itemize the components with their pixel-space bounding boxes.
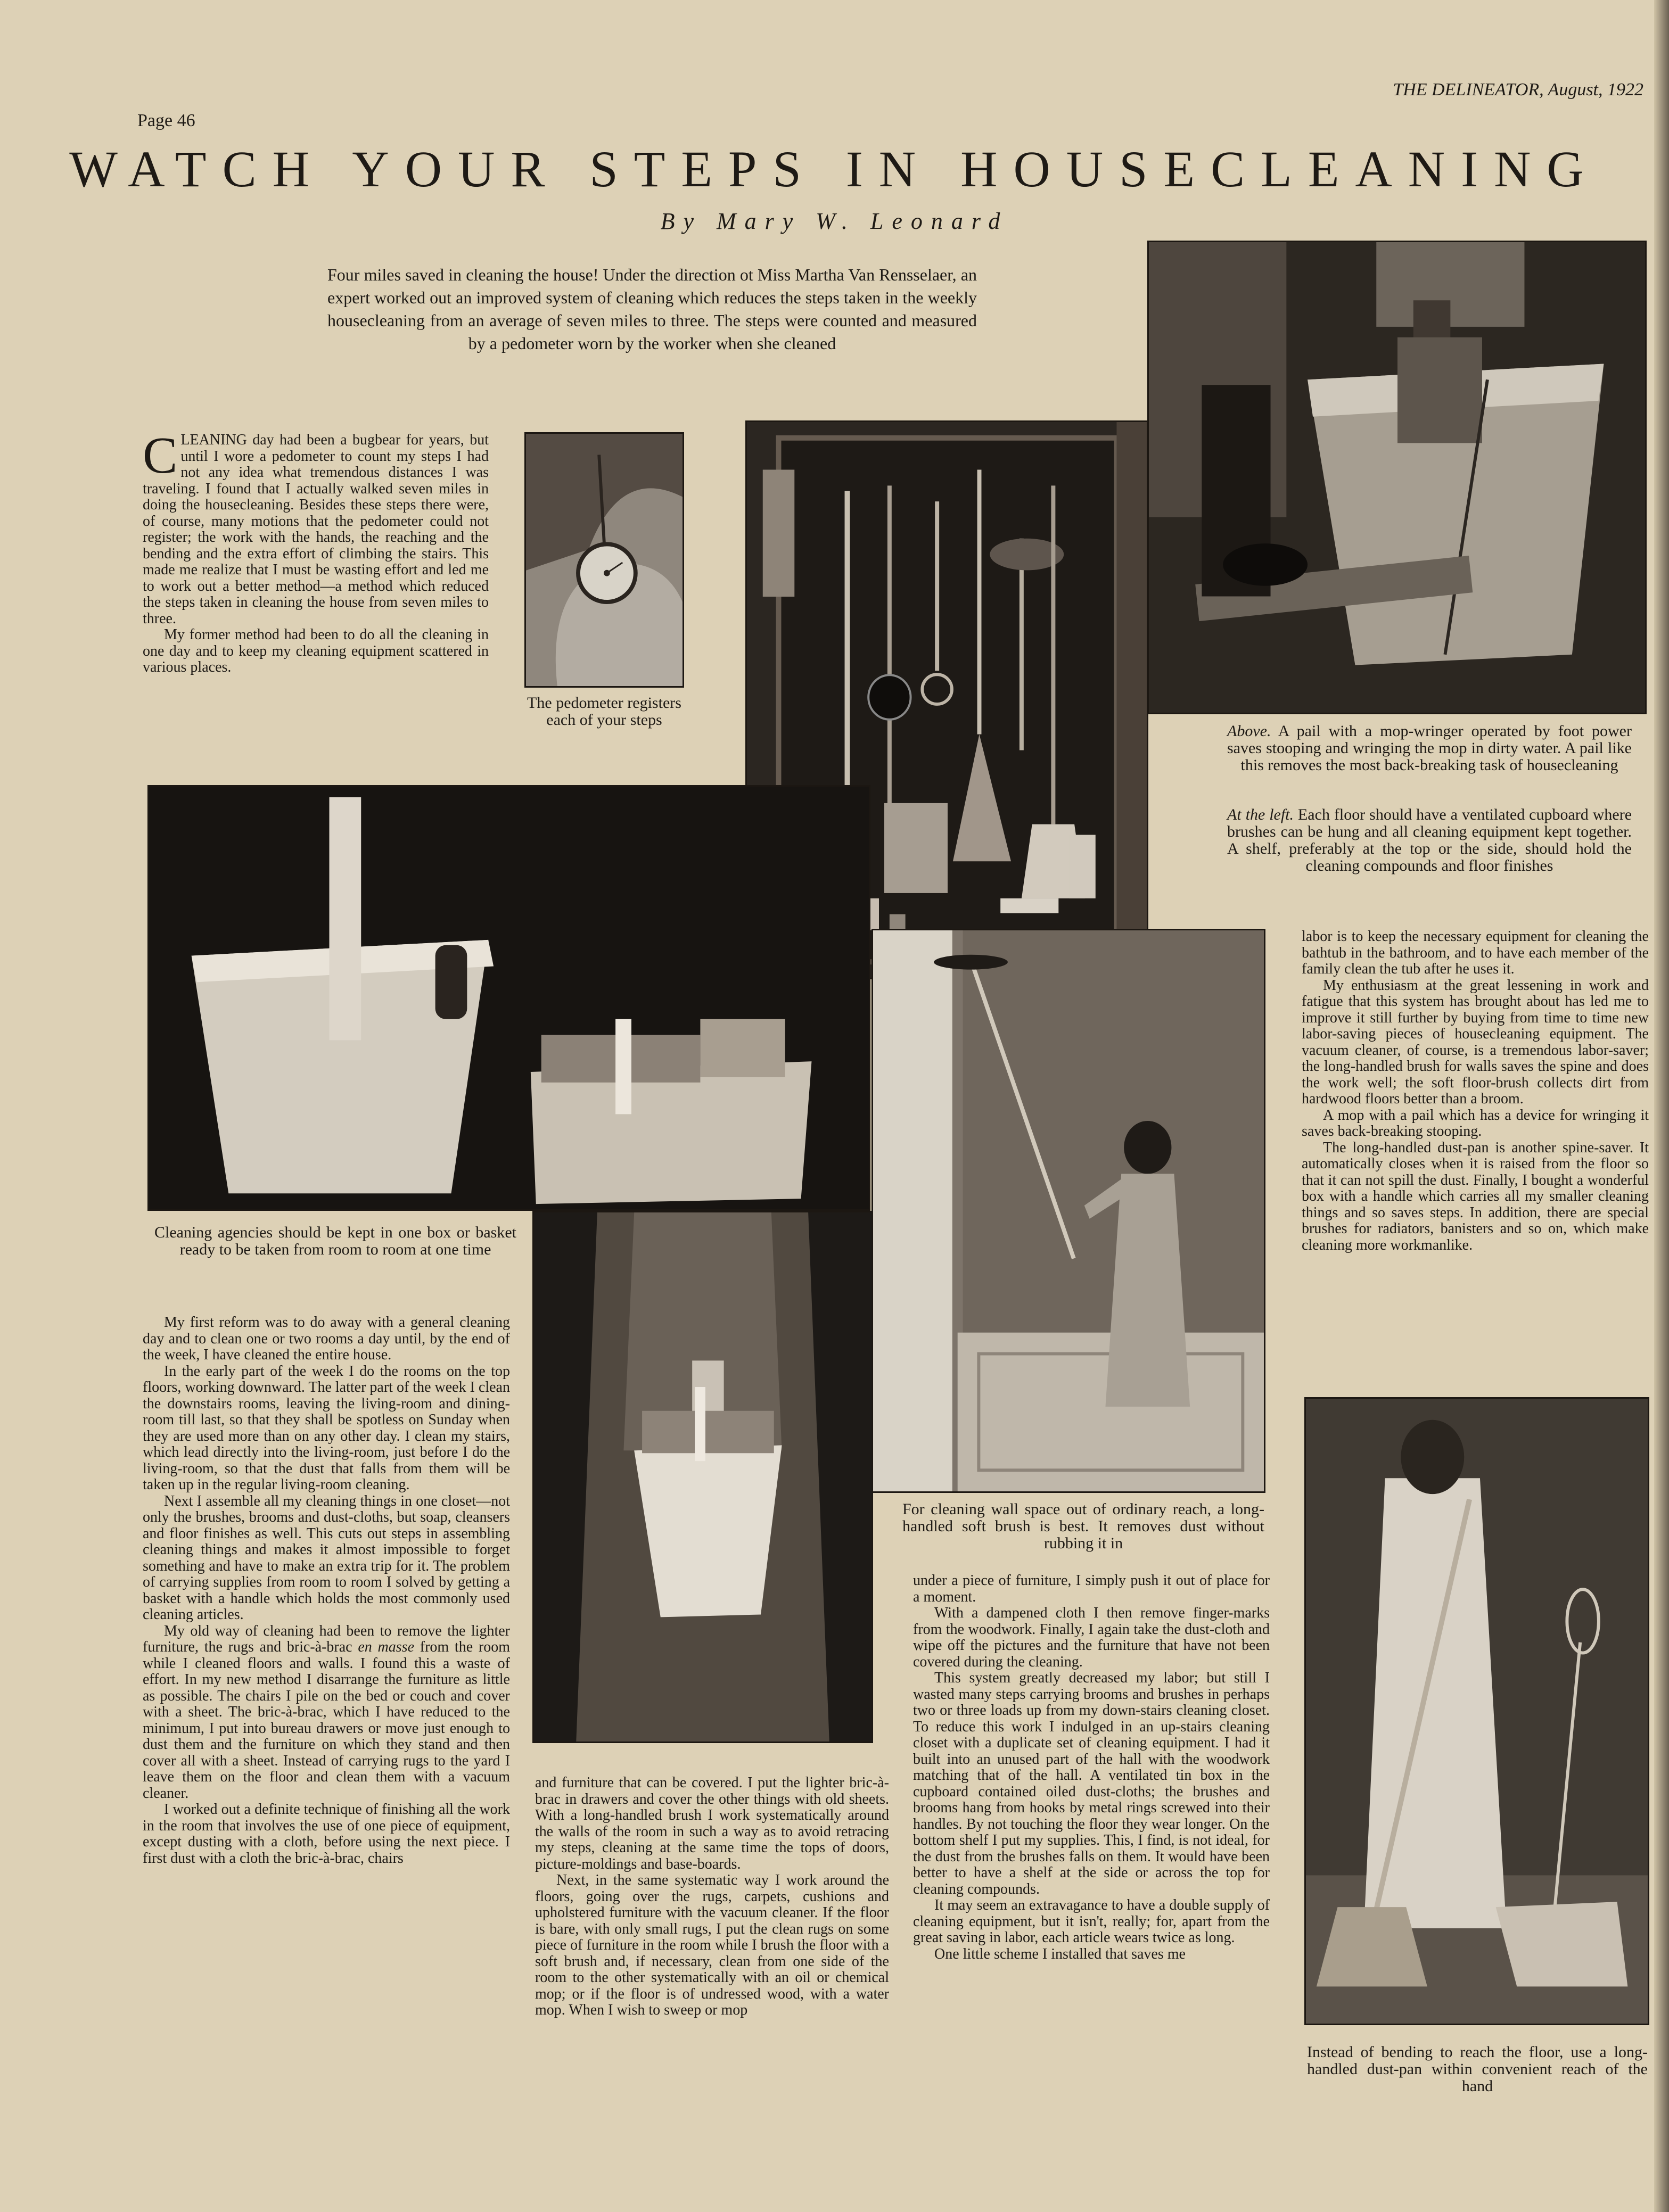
cleaning-box-photo (147, 785, 870, 1211)
masthead: THE DELINEATOR, August, 1922 (1393, 80, 1643, 100)
wall-brush-photo (872, 929, 1265, 1493)
cupboard-caption: At the left. Each floor should have a ventilated cupboard where brushes can be hung and all cleaning equipment kept together. A shelf, preferably at the top or the side, should hold the cleaning compounds and floor finishes (1227, 806, 1632, 874)
page-number: Page 46 (137, 111, 195, 130)
byline: By Mary W. Leonard (660, 208, 1009, 234)
col1-top-text: CLEANING day had been a bugbear for years, but until I wore a pedometer to count my steps I had not any idea what tremendous distances I was traveling. I found that I actually walked seven miles in doing the housecleaning. Besides these steps there were, of course, many motions that the pedometer could not register; the work with the hands, the reaching and the bending and the extra effort of climbing the stairs. This made me realize that I must be wasting effort and led me to work out a better method—a method which reduced the steps taken in cleaning the house from seven miles to three. My former method had been to do all the cleaning in one day and to keep my cleaning equipment scattered in various places. (143, 427, 489, 675)
dustpan-caption: Instead of bending to reach the floor, use a long-handled dust-pan within convenient reach of the hand (1307, 2043, 1648, 2095)
wall-brush-caption: For cleaning wall space out of ordinary reach, a long-handled soft brush is best. It removes dust without rubbing it in (902, 1500, 1264, 1552)
pail-photo (1147, 241, 1647, 714)
dustpan-photo (1304, 1397, 1649, 2025)
col1-bottom-text: My first reform was to do away with a general cleaning day and to clean one or two rooms a day until, by the end of the week, I have cleaned the entire house. In the early part of the week I do the rooms on the top floors, working downward. The latter part of the week I clean the downstairs rooms, leaving the living-room and dining-room till last, so that they shall be spotless on Sunday when they are used more than on any other day. I clean my stairs, which lead directly into the living-room, just before I do the living-room, so that the dust that falls from them will be taken up in the regular living-room cleaning. Next I assemble all my cleaning things in one closet—not only the brushes, brooms and dust-cloths, but soap, cleansers and floor finishes as well. This cuts out steps in assembling cleaning things and makes it almost impossible to forget something and have to make an extra trip for it. The problem of carrying supplies from room to room I solved by getting a basket with a handle which holds the most commonly used cleaning articles. My old way of cleaning had been to remove the lighter furniture, the rugs and bric-à-brac en masse from the room while I cleaned floors and walls. I found this a waste of effort. In my new method I disarrange the furniture as little as possible. The chairs I pile on the bed or couch and cover with a sheet. The bric-à-brac, which I have reduced to the minimum, I put into bureau drawers or move just enough to dust them and the furniture on which they stand and then cover all with a sheet. Instead of carrying rugs to the yard I leave them on the floor and clean them with a vacuum cleaner. I worked out a definite technique of finishing all the work in the room that involves the use of one piece of equipment, except dusting with a cloth, before using the next piece. I first dust with a cloth the bric-à-brac, chairs (143, 1314, 510, 1867)
page-edge (1654, 0, 1669, 2212)
drop-cap: C (143, 427, 178, 484)
col3-bottom-text: under a piece of furniture, I simply push it out of place for a moment. With a dampened cloth I then remove finger-marks from the woodwork. Finally, I again take the dust-cloth and wipe off the pictures and the furniture that have not been covered during the cleaning. This system greatly decreased my labor; but still I wasted many steps carrying brooms and brushes in perhaps two or three loads up from my down-stairs cleaning closet. To reduce this work I indulged in an up-stairs cleaning closet with a duplicate set of cleaning equipment. I had it built into an unused part of the hall with the woodwork matching that of the hall. A ventilated tin box in the cupboard contained oiled dust-cloths; the brushes and brooms hang from hooks by metal rings screwed into their handles. By not touching the floor they wear longer. On the bottom shelf I put my supplies. This, I find, is not ideal, for the dust from the brushes falls on them. It would have been better to have a shelf at the side or across the top for cleaning compounds. It may seem an extravagance to have a double supply of cleaning equipment, but it isn't, really; for, apart from the great saving in labor, each article wears twice as long. One little scheme I installed that saves me (913, 1572, 1270, 1962)
pedometer-photo (524, 432, 684, 688)
boxes-caption: Cleaning agencies should be kept in one box or basket ready to be taken from room to room at one time (154, 1224, 516, 1258)
pedometer-caption: The pedometer registers each of your steps (527, 694, 681, 729)
article-title: WATCH YOUR STEPS IN HOUSECLEANING (69, 141, 1600, 197)
col4-text: labor is to keep the necessary equipment for cleaning the bathtub in the bathroom, and to have each member of the family clean the tub after he uses it. My enthusiasm at the great lessening in work and fatigue that this system has brought about has led me to improve it still further by buying from time to time new labor-saving pieces of housecleaning equipment. The vacuum cleaner, of course, is a tremendous labor-saver; the long-handled brush for walls saves the spine and does the work well; the soft floor-brush collects dirt from hardwood floors better than a broom. A mop with a pail which has a device for wringing it saves back-breaking stooping. The long-handled dust-pan is another spine-saver. It automatically closes when it is raised from the floor so that it can not spill the dust. Finally, I bought a wonderful box with a handle which carries all my smaller cleaning things and so saves steps. In addition, there are special brushes for radiators, banisters and so on, which make cleaning more workmanlike. (1302, 928, 1649, 1253)
col2-bottom-text: and furniture that can be covered. I put the lighter bric-à-brac in drawers and cover the other things with old sheets. With a long-handled brush I work systematically around the walls of the room in such a way as to avoid retracing my steps, cleaning at the same time the tops of doors, picture-moldings and base-boards. Next, in the same systematic way I work around the floors, going over the rugs, carpets, cushions and upholstered furniture with the vacuum cleaner. If the floor is bare, with only small rugs, I put the clean rugs on some piece of furniture in the room while I brush the floor with a soft brush and, if necessary, clean from one side of the room to the other systematically with an oil or chemical mop; or if the floor is of undressed wood, with a water mop. When I wish to sweep or mop (535, 1774, 889, 2018)
carrying-box-photo (532, 1211, 873, 1743)
pail-caption: Above. A pail with a mop-wringer operated by foot power saves stooping and wringing the mop in dirty water. A pail like this removes the most back-breaking task of housecleaning (1227, 722, 1632, 774)
intro-deck: Four miles saved in cleaning the house! Under the direction ot Miss Martha Van Rensselaer, an expert worked out an improved system of cleaning which reduces the steps taken in the weekly housecleaning from an average of seven miles to three. The steps were counted and measured by a pedometer worn by the worker when she cleaned (327, 265, 977, 353)
